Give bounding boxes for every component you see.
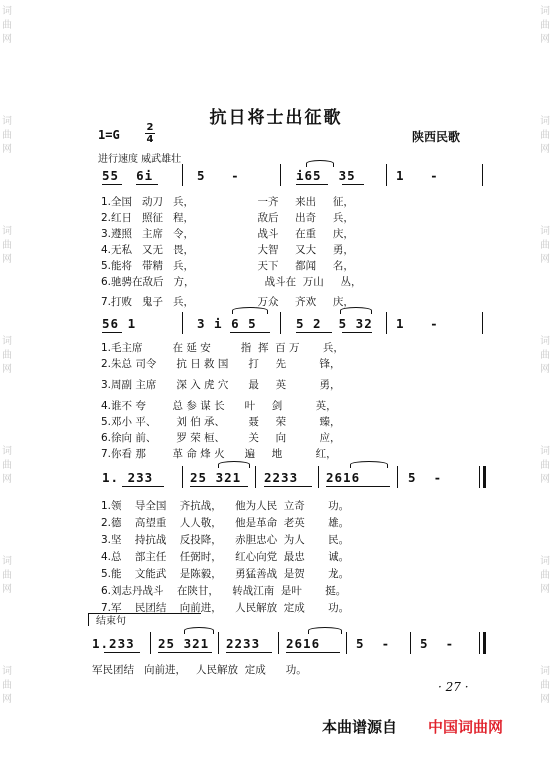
lyric-line: 7.你看 那 革 命 烽 火 遍 地 红，	[101, 448, 337, 460]
measure-notes: 1. 233	[102, 470, 154, 485]
meter-top: 2	[146, 122, 154, 133]
watermark-char: 词	[540, 116, 550, 127]
measure-notes: 1 -	[396, 316, 439, 331]
lyric-line: 2.德 高望重 人人敬， 他是革命 老英 雄。	[101, 517, 350, 529]
watermark-char: 网	[2, 254, 12, 265]
key-signature: 1=G	[98, 128, 120, 142]
watermark-char: 曲	[2, 680, 12, 691]
watermark-char: 曲	[540, 680, 550, 691]
barline	[397, 466, 398, 488]
watermark-char: 词	[540, 6, 550, 17]
lyric-line: 6.徐向 前、 罗 荣 桓、 关 向 应，	[101, 432, 341, 444]
final-barline	[483, 632, 486, 654]
source-site: 中国词曲网	[428, 718, 504, 736]
final-barline	[483, 466, 486, 488]
watermark-char: 网	[2, 474, 12, 485]
slur-mark	[232, 307, 268, 314]
watermark-char: 词	[2, 446, 12, 457]
lyric-line: 1.领 导全国 齐抗战， 他为人民 立奇 功。	[101, 500, 350, 512]
lyric-line: 5.能将 带精 兵， 天下 都闻 名，	[101, 260, 354, 272]
song-title: 抗日将士出征歌	[209, 108, 343, 128]
watermark-char: 曲	[2, 460, 12, 471]
watermark-char: 网	[540, 694, 550, 705]
measure-notes: 2233	[226, 636, 261, 651]
measure-notes: 55 6i	[102, 168, 154, 183]
watermark-char: 曲	[540, 350, 550, 361]
watermark-char: 网	[2, 34, 12, 45]
lyric-line: 4.总 部主任 任弼时， 红心向党 最忠 诚。	[101, 551, 350, 563]
watermark-char: 词	[2, 556, 12, 567]
lyric-line: 军民团结 向前进， 人民解放 定成 功。	[92, 664, 307, 676]
measure-notes: 2616	[326, 470, 361, 485]
beam-underline	[230, 332, 270, 333]
barline	[479, 466, 480, 488]
slur-mark	[184, 627, 214, 634]
watermark-char: 网	[540, 474, 550, 485]
measure-notes: 5 -	[420, 636, 455, 651]
song-origin: 陕西民歌	[412, 130, 461, 144]
lyric-line: 2.红日 照征 程， 敌后 出奇 兵，	[101, 212, 354, 224]
beam-underline	[326, 486, 390, 487]
watermark-char: 词	[2, 336, 12, 347]
measure-notes: 1 -	[396, 168, 439, 183]
lyric-line: 5.邓小 平、 刘 伯 承、 聂 荣 臻，	[101, 416, 341, 428]
lyric-line: 7.军 民团结 向前进， 人民解放 定成 功。	[101, 602, 350, 614]
watermark-char: 词	[2, 226, 12, 237]
barline	[182, 312, 183, 334]
barline	[386, 164, 387, 186]
lyric-line: 3.遵照 主席 令， 战斗 在重 庆，	[101, 228, 354, 240]
watermark-char: 网	[540, 364, 550, 375]
watermark-char: 网	[540, 254, 550, 265]
watermark-char: 词	[540, 446, 550, 457]
watermark-char: 词	[2, 116, 12, 127]
time-signature	[145, 123, 155, 144]
barline	[479, 632, 480, 654]
watermark-char: 网	[2, 694, 12, 705]
slur-mark	[218, 461, 250, 468]
watermark-char: 曲	[2, 350, 12, 361]
slur-mark	[350, 461, 388, 468]
beam-underline	[190, 486, 248, 487]
measure-notes: 5 -	[356, 636, 391, 651]
watermark-char: 网	[540, 584, 550, 595]
watermark-char: 词	[540, 666, 550, 677]
watermark-char: 词	[540, 336, 550, 347]
lyric-line: 1.全国 动刀 兵， 一齐 来出 征，	[101, 196, 354, 208]
lyric-line: 1.毛主席 在 延 安 指 挥 百 万 兵，	[101, 342, 344, 354]
watermark-char: 曲	[540, 130, 550, 141]
barline	[150, 632, 151, 654]
beam-underline	[122, 486, 164, 487]
watermark-char: 曲	[540, 240, 550, 251]
lyric-line: 4.谁不 夸 总 参 谋 长 叶 剑 英，	[101, 400, 337, 412]
measure-notes: 2616	[286, 636, 321, 651]
watermark-char: 曲	[540, 460, 550, 471]
measure-notes: 3 i 6 5	[197, 316, 257, 331]
beam-underline	[286, 652, 340, 653]
meter-bottom: 4	[146, 134, 154, 145]
barline	[280, 312, 281, 334]
measure-notes: 5 -	[408, 470, 443, 485]
beam-underline	[264, 486, 312, 487]
beam-underline	[102, 332, 122, 333]
watermark-char: 网	[540, 144, 550, 155]
barline	[318, 466, 319, 488]
beam-underline	[136, 184, 158, 185]
barline	[278, 632, 279, 654]
barline	[482, 164, 483, 186]
watermark-char: 词	[540, 556, 550, 567]
barline	[182, 466, 183, 488]
watermark-char: 曲	[2, 570, 12, 581]
barline	[280, 164, 281, 186]
slur-mark	[306, 160, 334, 167]
measure-notes: i65 35	[296, 168, 356, 183]
barline	[482, 312, 483, 334]
lyric-line: 3.周副 主席 深 入 虎 穴 最 英 勇，	[101, 379, 341, 391]
slur-mark	[308, 627, 342, 634]
barline	[182, 164, 183, 186]
watermark-char: 词	[2, 6, 12, 17]
measure-notes: 5 -	[197, 168, 240, 183]
watermark-char: 网	[2, 144, 12, 155]
lyric-line: 6.驰骋在敌后 方， 战斗在 万山 丛，	[101, 276, 362, 288]
measure-notes: 5 2 5 32	[296, 316, 373, 331]
ending-label: 结束句	[96, 616, 126, 627]
beam-underline	[102, 184, 122, 185]
barline	[346, 632, 347, 654]
watermark-char: 词	[540, 226, 550, 237]
watermark-char: 网	[2, 364, 12, 375]
lyric-line: 5.能 文能武 是陈毅， 勇猛善战 是贺 龙。	[101, 568, 350, 580]
slur-mark	[340, 307, 372, 314]
watermark-char: 词	[2, 666, 12, 677]
barline	[218, 632, 219, 654]
barline	[386, 312, 387, 334]
measure-notes: 25 321	[158, 636, 210, 651]
barline	[255, 466, 256, 488]
lyric-line: 7.打败 鬼子 兵， 万众 齐欢 庆，	[101, 296, 354, 308]
beam-underline	[296, 184, 328, 185]
measure-notes: 56 1	[102, 316, 137, 331]
watermark-char: 网	[2, 584, 12, 595]
tempo-marking: 进行速度 威武雄壮	[98, 154, 182, 165]
watermark-char: 曲	[2, 20, 12, 31]
beam-underline	[226, 652, 272, 653]
lyric-line: 3.坚 持抗战 反投降， 赤胆忠心 为人 民。	[101, 534, 350, 546]
beam-underline	[296, 332, 332, 333]
measure-notes: 1.233	[92, 636, 135, 651]
lyric-line: 4.无私 又无 畏， 大智 又大 勇，	[101, 244, 354, 256]
lyric-line: 2.朱总 司令 抗 日 救 国 打 先 锋，	[101, 358, 341, 370]
watermark-char: 曲	[2, 130, 12, 141]
watermark-char: 曲	[540, 570, 550, 581]
page-number: · 27 ·	[438, 680, 469, 694]
beam-underline	[158, 652, 212, 653]
source-text: 本曲谱源自	[322, 718, 398, 736]
watermark-char: 曲	[540, 20, 550, 31]
barline	[410, 632, 411, 654]
lyric-line: 6.刘志丹战斗 在陕甘， 转战江南 是叶 挺。	[101, 585, 347, 597]
beam-underline	[342, 332, 372, 333]
beam-underline	[342, 184, 364, 185]
watermark-char: 曲	[2, 240, 12, 251]
watermark-char: 网	[540, 34, 550, 45]
beam-underline	[104, 652, 140, 653]
measure-notes: 2233	[264, 470, 299, 485]
measure-notes: 25 321	[190, 470, 242, 485]
